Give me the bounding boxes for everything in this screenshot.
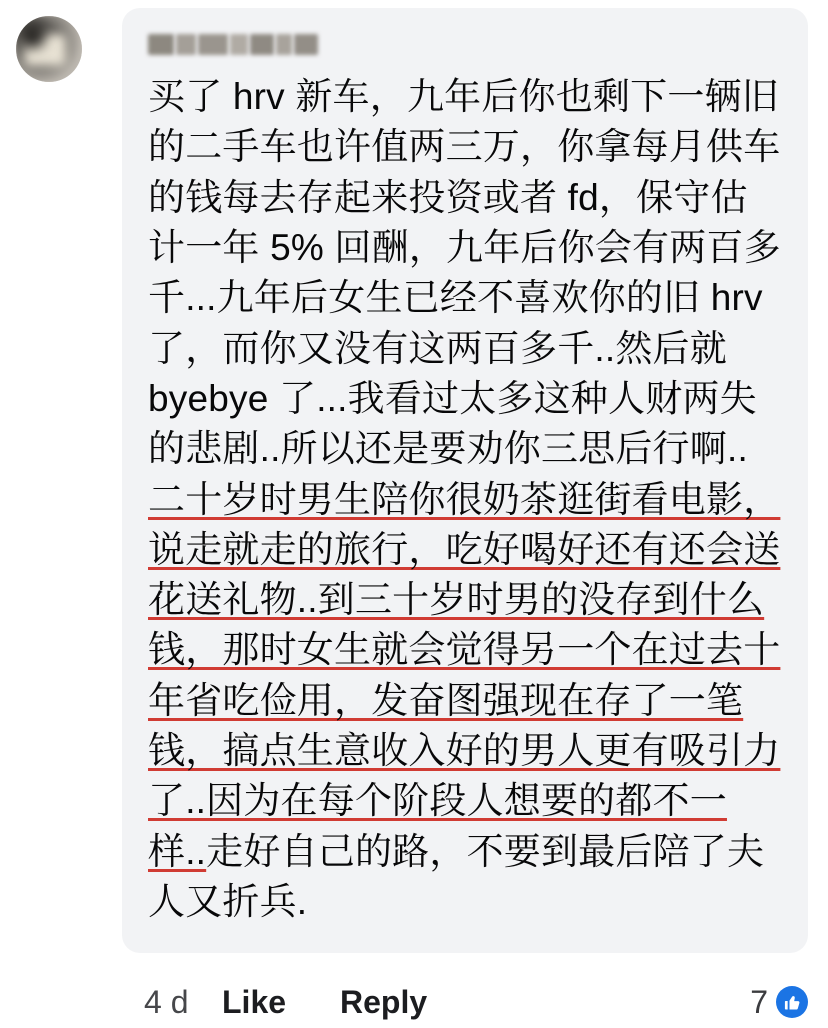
reaction-summary[interactable] <box>750 982 808 1022</box>
avatar-shadow <box>19 21 45 47</box>
avatar[interactable] <box>16 16 82 82</box>
comment-timestamp: 4 d <box>144 984 189 1020</box>
comment-segment-1: 买了 hrv 新车，九年后你也剩下一辆旧的二手车也许值两三万，你拿每月供车的钱每去存起来投资或者 fd，保守估计一年 5% 回酬，九年后你会有两百多千...九年后女生已经不喜欢你的旧 hrv 了，而你又没有这两百多千..然后就 byebye 了...我看过太多这种人财两失的悲剧..所以还是要劝你三思后行啊.. <box>148 76 781 470</box>
thumbs-up-icon <box>776 986 808 1018</box>
comment-bubble <box>122 8 808 953</box>
comment-author-name[interactable] <box>148 32 320 58</box>
comment-segment-2-underlined: 二十岁时男生陪你很奶茶逛街看电影，说走就走的旅行，吃好喝好还有还会送花送礼物..到三十岁时男的没存到什么钱，那时女生就会觉得另一个在过去十年省吃俭用，发奋图强现在存了一笔钱，搞点生意收入好的男人更有吸引力了..因为在每个阶段人想要的都不一样.. <box>148 478 781 872</box>
like-button[interactable]: Like <box>222 984 287 1020</box>
reaction-count: 7 <box>750 984 768 1020</box>
comment-author-name-text <box>148 32 320 56</box>
comment-actions <box>144 982 808 1024</box>
comment-body <box>148 72 782 927</box>
comment-segment-3: 走好自己的路，不要到最后陪了夫人又折兵. <box>148 830 765 922</box>
reply-button[interactable]: Reply <box>340 984 428 1020</box>
